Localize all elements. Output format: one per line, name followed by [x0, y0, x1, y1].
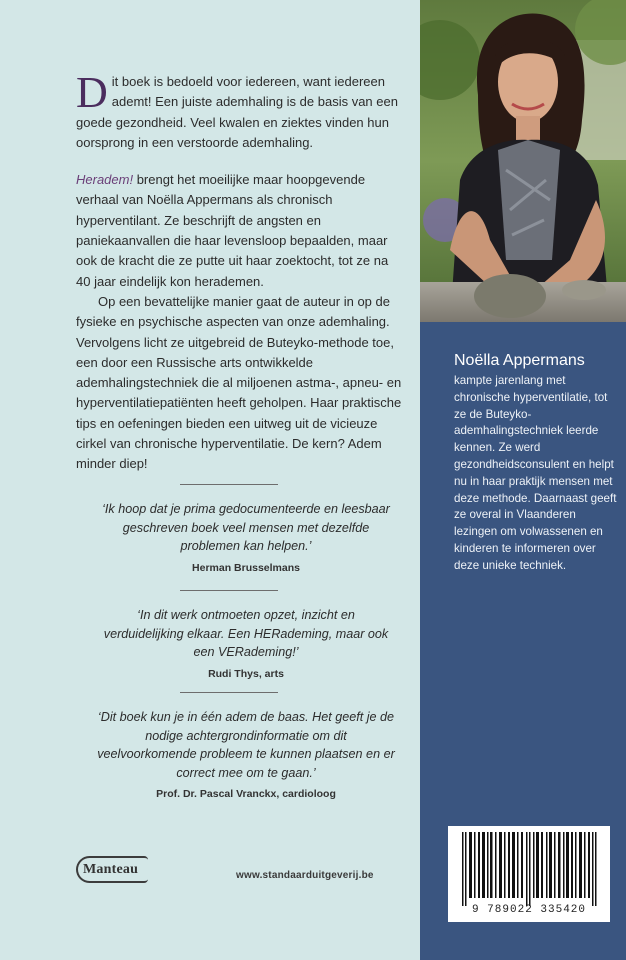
- quote-author: Herman Brusselmans: [192, 561, 300, 574]
- publisher-logo: [76, 856, 148, 883]
- quote-block: [96, 708, 396, 804]
- barcode-bars: [448, 826, 610, 906]
- publisher-logo-text: Manteau: [83, 862, 139, 877]
- quote-text: ‘Ik hoop dat je prima gedocumenteerde en leesbaar geschreven boek veel mensen met dezelfde problemen kan helpen.’: [102, 502, 390, 553]
- divider: [180, 692, 278, 693]
- divider: [180, 590, 278, 591]
- blurb-paragraph-3: Op een bevattelijke manier gaat de auteur in op de fysieke en psychische aspecten van onze ademhaling. Vervolgens licht ze uitgebreid de Buteyko-methode toe, een door een Russische arts ontwikkelde ademhalingstechniek die al miljoenen astma-, apneu- en hyperventilatiepatiënten heeft geholpen. Haar praktische tips en oefeningen bieden een uitweg uit de vicieuze cirkel van chronische hyperventilatie. De kern? Adem minder diep!: [76, 293, 402, 472]
- author-photo: [420, 0, 626, 322]
- author-bio: kampte jarenlang met chronische hyperventilatie, tot ze de Buteyko-ademhalingstechniek leerde kennen. Ze werd gezondheidsconsulent en helpt nu in haar praktijk mensen met deze methode. Daarnaast geeft ze overal in Vlaanderen lezingen om volwassenen en kinderen te informeren over deze unieke techniek.: [454, 374, 617, 572]
- quote-block: [96, 500, 396, 577]
- publisher-url: www.standaarduitgeverij.be: [236, 870, 374, 881]
- blurb-paragraph-2: [76, 170, 402, 292]
- blurb-paragraph-1: [76, 68, 402, 153]
- divider: [180, 484, 278, 485]
- blurb-text-2: brengt het moeilijke maar hoopgevende verhaal van Noëlla Appermans als chronisch hyperventilant. Ze beschrijft de angsten en paniekaanvallen die haar levensloop bepaalden, maar ook de kracht die ze putte uit haar zoektocht, tot ze na 40 jaar eindelijk kon herademen.: [76, 172, 389, 289]
- quote-block: [96, 606, 396, 683]
- drop-cap: D: [76, 68, 108, 117]
- barcode: [448, 826, 610, 922]
- quote-text: ‘In dit werk ontmoeten opzet, inzicht en verduidelijking elkaar. Een HERademing, maar ook een VERademing!’: [103, 608, 389, 659]
- author-name: Noëlla Appermans: [454, 352, 585, 369]
- quote-author: Rudi Thys, arts: [208, 667, 284, 680]
- book-title-emphasis: Heradem!: [76, 172, 134, 188]
- author-info: [454, 352, 619, 575]
- blurb-text-1: it boek is bedoeld voor iedereen, want iedereen ademt! Een juiste ademhaling is de basis van een goede gezondheid. Veel kwalen en ziektes vinden hun oorsprong in een verstoorde ademhaling.: [76, 74, 398, 150]
- quote-author: Prof. Dr. Pascal Vranckx, cardioloog: [156, 788, 336, 800]
- isbn-number: 9 789022 335420: [471, 904, 587, 916]
- blurb: [76, 68, 402, 475]
- quote-text: ‘Dit boek kun je in één adem de baas. Het geeft je de nodige achtergrondinformatie om dit veelvoorkomende probleem te kunnen plaatsen en er correct mee om te gaan.’: [97, 710, 395, 780]
